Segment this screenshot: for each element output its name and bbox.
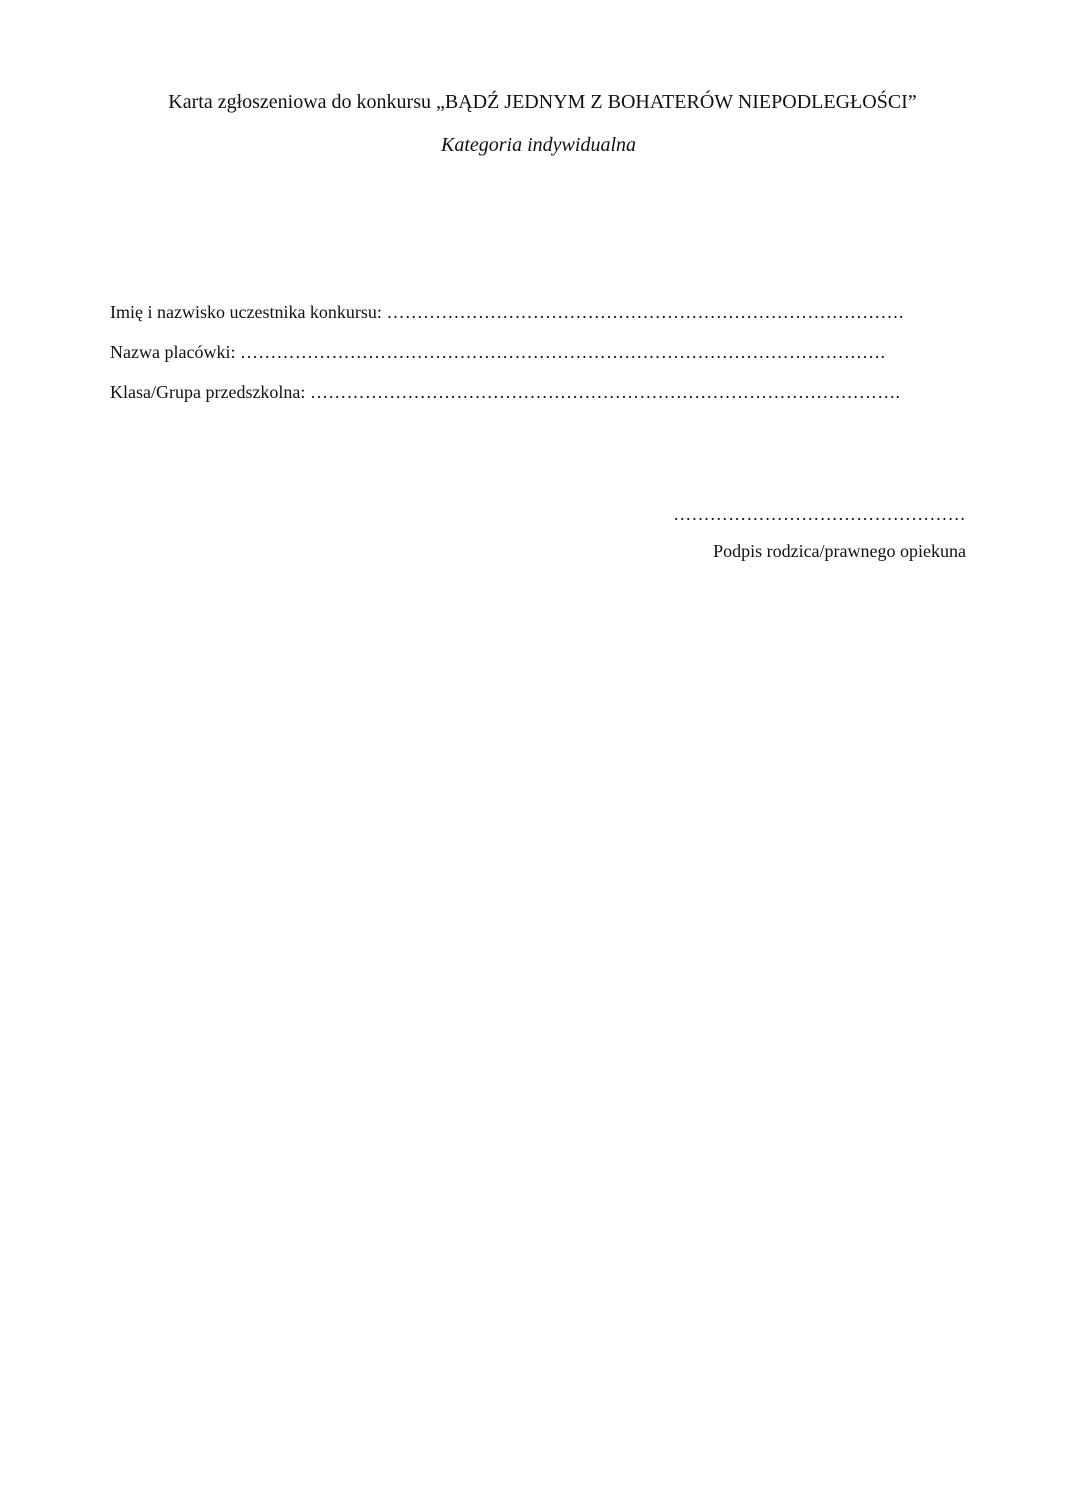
signature-block [673, 500, 966, 565]
field-label: Imię i nazwisko uczestnika konkursu: [110, 302, 387, 322]
field-institution-name[interactable] [110, 338, 970, 378]
field-fill-line[interactable]: ……………………………………………………………………………………………. [239, 342, 886, 362]
field-label: Nazwa placówki: [110, 342, 240, 362]
document-subtitle: Kategoria indywidualna [441, 134, 636, 156]
field-participant-name[interactable] [110, 298, 970, 338]
field-label: Klasa/Grupa przedszkolna: [110, 382, 310, 402]
field-fill-line[interactable]: ……………………………………………………………………………………. [309, 382, 901, 402]
field-fill-line[interactable]: …………………………………………………………………………. [386, 302, 904, 322]
document-title: Karta zgłoszeniowa do konkursu „BĄDŹ JEDNYM Z BOHATERÓW NIEPODLEGŁOŚCI” [168, 91, 917, 113]
signature-label: Podpis rodzica/prawnego opiekuna [713, 541, 966, 561]
form-fields [110, 298, 970, 418]
signature-line[interactable]: ………………………………………… [673, 504, 966, 524]
field-class-group[interactable] [110, 378, 970, 418]
